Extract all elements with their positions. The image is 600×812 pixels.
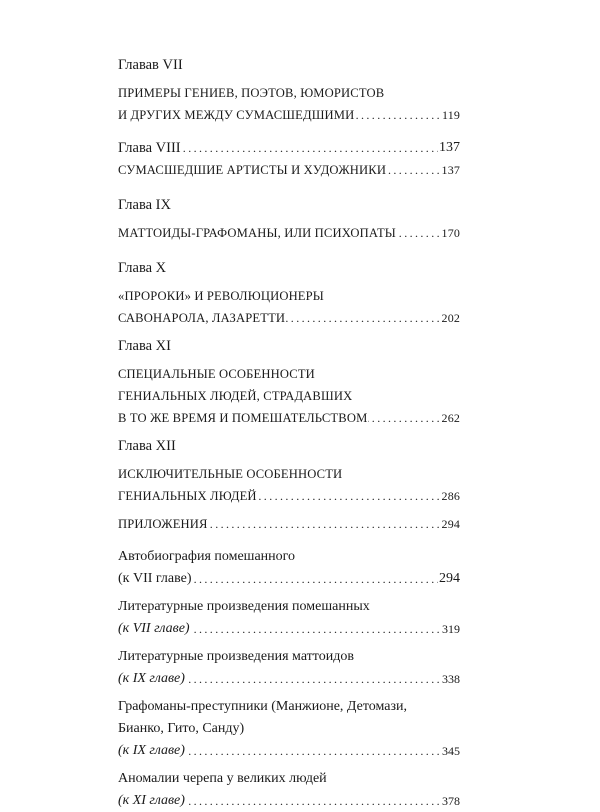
page-number: 294 [438,568,460,590]
toc-entry[interactable] [118,485,460,507]
toc-entry-line [118,596,460,618]
toc-entry-line [118,646,460,668]
entry-text: Бианко, Гито, Санду) [118,721,245,736]
toc-entry[interactable] [118,104,460,126]
entry-text: СПЕЦИАЛЬНЫЕ ОСОБЕННОСТИ [118,367,315,381]
page-number: 345 [441,740,460,762]
page-number: 378 [441,790,460,812]
page-number: 170 [441,222,460,244]
entry-text: Литературные произведения маттоидов [118,649,354,664]
entry-text: (к XI главе) [118,793,185,808]
entry-text: В ТО ЖЕ ВРЕМЯ И ПОМЕШАТЕЛЬСТВОМ [118,411,368,425]
toc-entry-line [118,718,460,740]
page-number: 202 [441,307,460,329]
table-of-contents [118,54,460,812]
toc-entry[interactable] [118,222,460,244]
entry-text: МАТТОИДЫ-ГРАФОМАНЫ, ИЛИ ПСИХОПАТЫ [118,226,396,240]
chapter-heading [118,194,460,216]
entry-text: И ДРУГИХ МЕЖДУ СУМАСШЕДШИМИ [118,108,355,122]
entry-text: Аномалии черепа у великих людей [118,771,327,786]
chapter-title: Главав VII [118,57,183,73]
toc-entry-line [118,463,460,485]
toc-entry[interactable] [118,740,460,762]
chapter-heading [118,335,460,357]
toc-entry[interactable] [118,568,460,590]
page-number: 286 [441,485,460,507]
toc-entry[interactable] [118,618,460,640]
chapter-title: Глава VIII [118,140,181,156]
page-number: 294 [441,513,460,535]
entry-text: (к IX главе) [118,671,185,686]
toc-entry-line [118,768,460,790]
page-number: 137 [441,159,460,181]
entry-text: СУМАСШЕДШИЕ АРТИСТЫ И ХУДОЖНИКИ [118,163,387,177]
toc-entry[interactable] [118,513,460,535]
page-number: 338 [441,668,460,690]
entry-text: (к VII главе) [118,621,190,636]
entry-text: ГЕНИАЛЬНЫХ ЛЮДЕЙ [118,489,257,503]
entry-text: ПРИМЕРЫ ГЕНИЕВ, ПОЭТОВ, ЮМОРИСТОВ [118,86,385,100]
page-number: 119 [441,104,460,126]
chapter-title: Глава IX [118,197,171,213]
toc-entry-line [118,385,460,407]
entry-text: САВОНАРОЛА, ЛАЗАРЕТТИ [118,311,286,325]
entry-text: Автобиография помешанного [118,549,296,564]
toc-entry[interactable] [118,159,460,181]
chapter-heading [118,54,460,76]
toc-entry[interactable] [118,307,460,329]
entry-text: Литературные произведения помешанных [118,599,370,614]
chapter-heading [118,435,460,457]
toc-entry-line [118,363,460,385]
page-number: 137 [438,137,460,159]
entry-text: (к VII главе) [118,571,192,586]
toc-entry[interactable] [118,407,460,429]
toc-entry-line [118,546,460,568]
entry-text: ПРИЛОЖЕНИЯ [118,517,208,531]
toc-entry-line [118,285,460,307]
chapter-title: Глава XII [118,438,176,454]
toc-entry[interactable] [118,790,460,812]
toc-entry[interactable] [118,668,460,690]
page-number: 319 [441,618,460,640]
toc-entry[interactable] [118,137,460,159]
entry-text: ГЕНИАЛЬНЫХ ЛЮДЕЙ, СТРАДАВШИХ [118,389,353,403]
entry-text: Графоманы-преступники (Манжионе, Детомази, [118,699,408,714]
toc-entry-line [118,696,460,718]
page-number: 262 [441,407,460,429]
chapter-heading [118,257,460,279]
entry-text: (к IX главе) [118,743,185,758]
chapter-title: Глава XI [118,338,171,354]
entry-text: ИСКЛЮЧИТЕЛЬНЫЕ ОСОБЕННОСТИ [118,467,343,481]
chapter-title: Глава X [118,260,167,276]
toc-entry-line [118,82,460,104]
entry-text: «ПРОРОКИ» И РЕВОЛЮЦИОНЕРЫ [118,289,324,303]
